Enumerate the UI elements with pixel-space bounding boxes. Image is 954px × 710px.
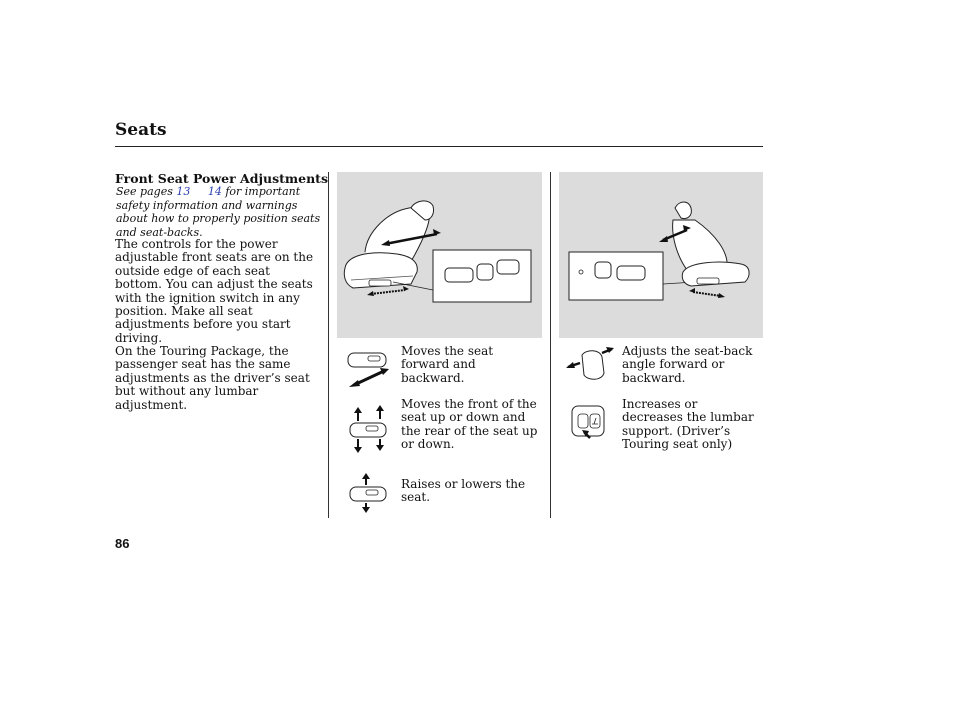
section-title: Seats bbox=[115, 120, 167, 140]
seat-controls-illustration-right bbox=[559, 172, 763, 338]
caption-lumbar: Increases or decreases the lumbar support. (Driver’s Touring seat only) bbox=[622, 397, 754, 452]
caption-raise-lower: Raises or lowers the seat. bbox=[401, 477, 526, 505]
page-link-14[interactable]: 14 bbox=[207, 185, 222, 198]
caption-seatback: Adjusts the seat-back angle forward or backward. bbox=[622, 344, 753, 385]
lumbar-switch-icon bbox=[568, 402, 614, 446]
page-link-13[interactable]: 13 bbox=[176, 185, 191, 198]
column-divider-right bbox=[550, 172, 551, 518]
touring-paragraph: On the Touring Package, the passenger seat has the same adjustments as the driver’s seat but without any lumbar adjustment. bbox=[115, 344, 310, 412]
title-rule bbox=[115, 146, 763, 147]
subheading: Front Seat Power Adjustments bbox=[115, 171, 328, 186]
caption-front-rear: Moves the front of the seat up or down and the rear of the seat up or down. bbox=[401, 397, 538, 452]
seat-controls-illustration-left bbox=[337, 172, 542, 338]
seat-tilt-switch-icon bbox=[344, 405, 390, 457]
caption-forward-backward: Moves the seat forward and backward. bbox=[401, 344, 494, 385]
seatback-switch-icon bbox=[566, 347, 616, 387]
seat-left-drawing bbox=[337, 172, 542, 338]
intro-paragraph: The controls for the power adjustable front seats are on the outside edge of each seat bottom. You can adjust the seats with the ignition switch in any position. Make all seat adjustments before you start driving. bbox=[115, 237, 314, 345]
seat-height-switch-icon bbox=[344, 473, 390, 515]
see-pages-prefix: See pages bbox=[116, 185, 173, 198]
seat-right-drawing bbox=[559, 172, 763, 338]
safety-reference bbox=[116, 185, 321, 239]
seat-slide-switch-icon bbox=[344, 347, 394, 391]
page-number: 86 bbox=[115, 536, 130, 551]
see-pages-suffix: for important safety information and warnings about how to properly position seats and seat-backs. bbox=[116, 185, 321, 239]
column-divider-left bbox=[328, 172, 329, 518]
